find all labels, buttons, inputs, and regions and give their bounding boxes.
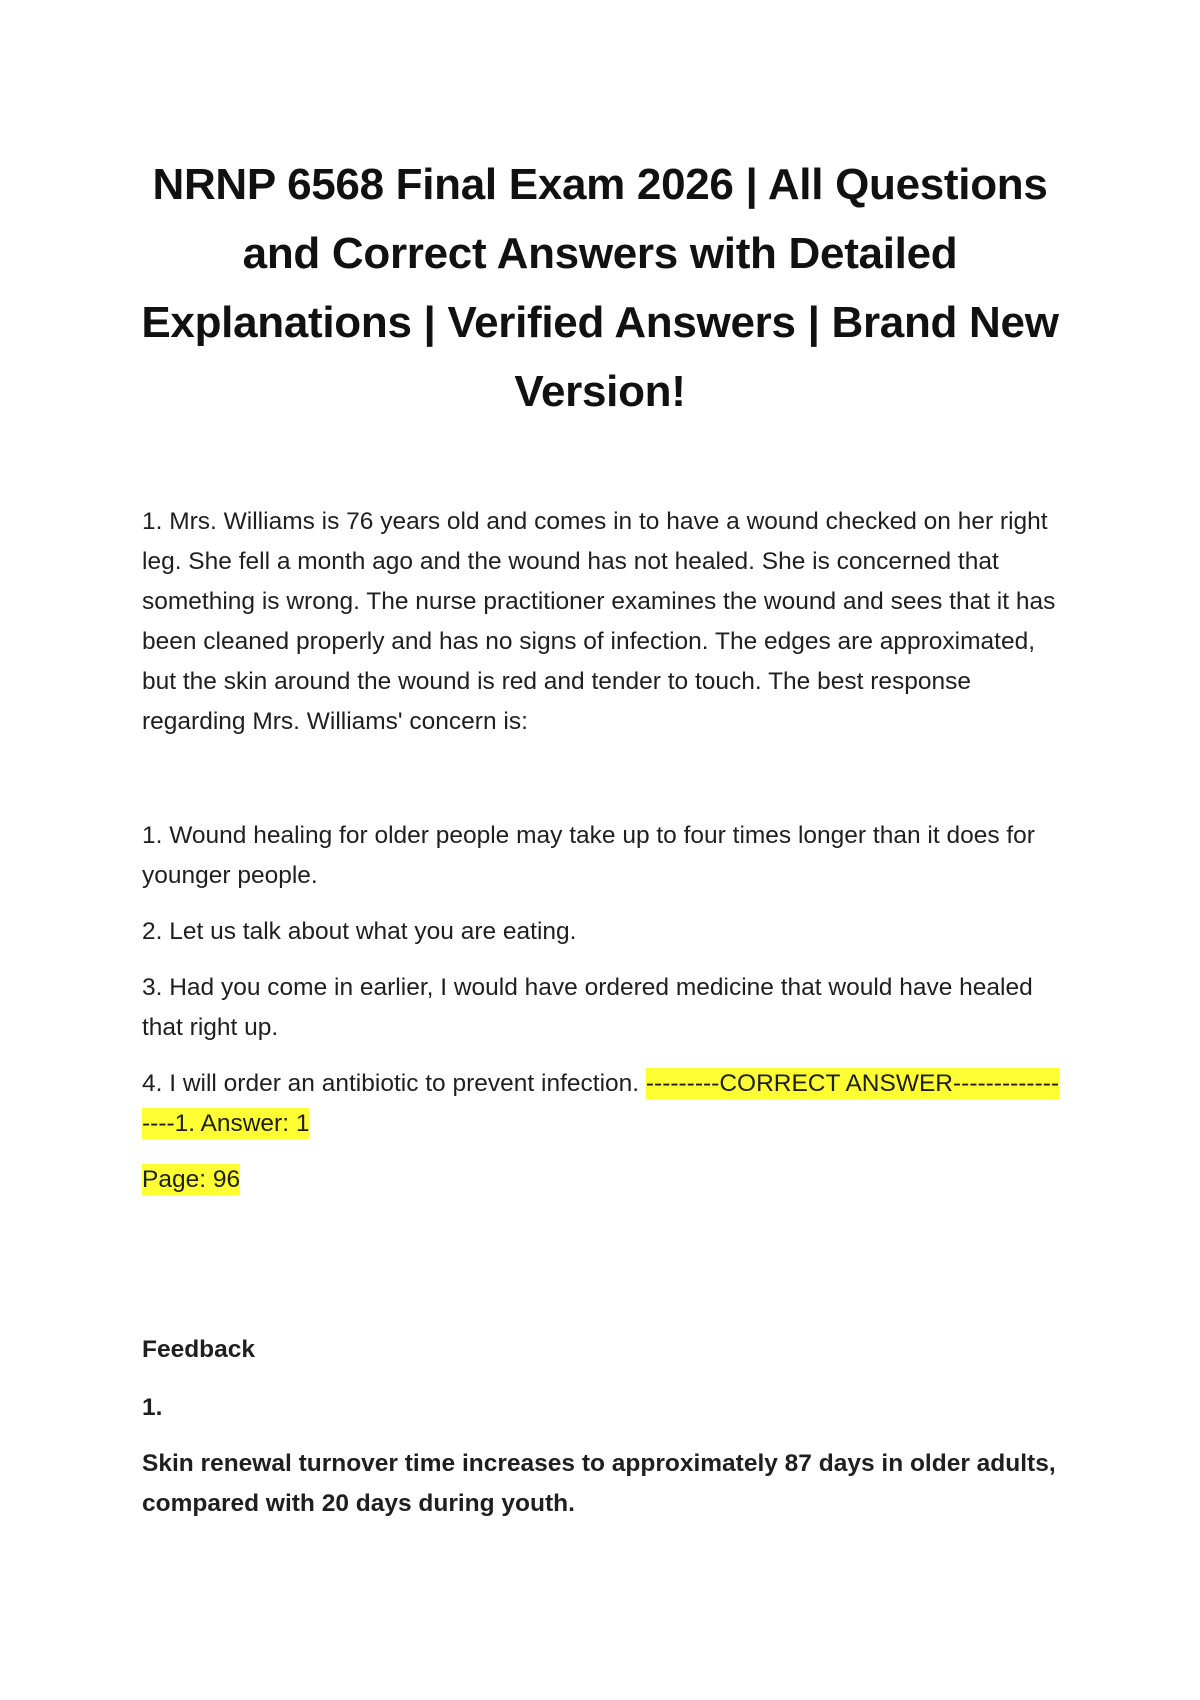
- feedback-number: 1.: [142, 1394, 163, 1421]
- question-text: 1. Mrs. Williams is 76 years old and comes in to have a wound checked on her right leg. She fell a month ago and the wound has not healed. She is concerned that something is wrong. The nurse practitioner examines the wound and sees that it has been cleaned properly and has no signs of infection. The edges are approximated, but the skin around the wound is red and tender to touch. The best response regarding Mrs. Williams' concern is:: [142, 508, 1056, 735]
- document-title: NRNP 6568 Final Exam 2026 | All Questions and Correct Answers with Detailed Explanations | Verified Answers | Brand New Version!: [141, 160, 1059, 416]
- document-body: [142, 502, 1062, 1524]
- correct-answer-highlight: ---------CORRECT ANSWER-----------------1. Answer: 1: [142, 1070, 1060, 1137]
- page-reference-highlight: Page: 96: [142, 1166, 241, 1193]
- page-reference-line: [142, 1160, 1062, 1200]
- feedback-heading: Feedback: [142, 1336, 256, 1363]
- answer-option-3: 3. Had you come in earlier, I would have ordered medicine that would have healed that right up.: [142, 974, 1033, 1041]
- answer-option-2: 2. Let us talk about what you are eating.: [142, 918, 577, 945]
- answer-option-4: 4. I will order an antibiotic to prevent infection.: [142, 1070, 640, 1097]
- answer-option-1: 1. Wound healing for older people may take up to four times longer than it does for younger people.: [142, 822, 1035, 889]
- answer-option-4-line: [142, 1064, 1062, 1144]
- feedback-text: Skin renewal turnover time increases to approximately 87 days in older adults, compared with 20 days during youth.: [142, 1450, 1056, 1517]
